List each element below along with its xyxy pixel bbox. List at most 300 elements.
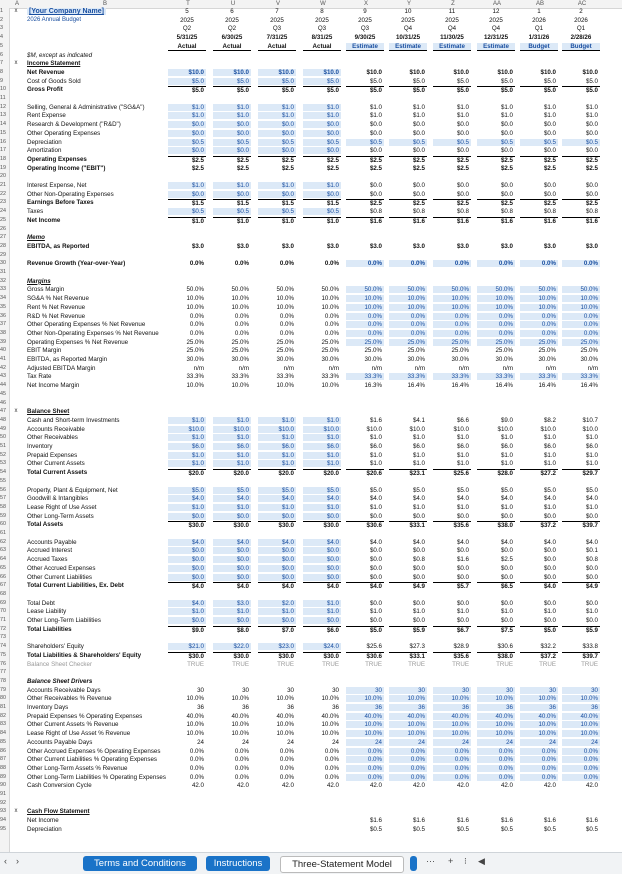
- value-cell[interactable]: $1.6: [369, 416, 382, 424]
- value-cell[interactable]: 30.0%: [231, 356, 249, 363]
- value-cell[interactable]: $0.0: [456, 129, 469, 137]
- value-cell[interactable]: $1.0: [213, 434, 251, 441]
- value-cell[interactable]: 25.0%: [346, 339, 384, 346]
- value-cell[interactable]: $0.0: [258, 130, 296, 137]
- value-cell[interactable]: $4.0: [520, 582, 558, 590]
- value-cell[interactable]: $1.0: [543, 460, 556, 468]
- value-cell[interactable]: 0.0%: [433, 330, 471, 337]
- column-header-t[interactable]: T: [186, 1, 190, 7]
- value-cell[interactable]: $1.0: [585, 112, 598, 120]
- value-cell[interactable]: 30: [562, 687, 600, 694]
- value-cell[interactable]: TRUE: [322, 660, 339, 668]
- value-cell[interactable]: $4.0: [500, 538, 513, 546]
- value-cell[interactable]: $0.0: [369, 564, 382, 572]
- value-cell[interactable]: 0.0%: [433, 313, 471, 320]
- value-cell[interactable]: 0.0%: [189, 756, 204, 764]
- value-cell[interactable]: $1.0: [213, 460, 251, 467]
- add-sheet-icon[interactable]: +: [448, 856, 454, 866]
- value-cell[interactable]: 0.0%: [520, 313, 558, 320]
- value-cell[interactable]: $0.0: [543, 573, 556, 581]
- value-cell[interactable]: $0.0: [585, 182, 598, 189]
- value-cell[interactable]: $0.5: [168, 208, 206, 215]
- value-cell[interactable]: $1.0: [500, 112, 513, 120]
- value-cell[interactable]: $0.0: [369, 547, 382, 555]
- value-cell[interactable]: $30.0: [303, 521, 341, 529]
- value-cell[interactable]: $1.0: [168, 217, 206, 225]
- value-cell[interactable]: 42.0: [236, 782, 249, 790]
- value-cell[interactable]: $1.6: [369, 817, 382, 825]
- value-cell[interactable]: $0.0: [369, 573, 382, 581]
- column-header-ac[interactable]: AC: [577, 1, 587, 7]
- value-cell[interactable]: $20.0: [303, 469, 341, 477]
- value-cell[interactable]: n/m: [587, 364, 598, 372]
- value-cell[interactable]: 42.0: [543, 782, 556, 790]
- column-header-b[interactable]: B: [102, 1, 107, 7]
- value-cell[interactable]: 30.0%: [186, 356, 204, 363]
- value-cell[interactable]: $2.5: [500, 164, 513, 172]
- value-cell[interactable]: $1.0: [303, 417, 341, 424]
- value-cell[interactable]: $5.0: [168, 78, 206, 85]
- tab-terms-and-conditions[interactable]: Terms and Conditions: [83, 856, 197, 871]
- value-cell[interactable]: 50.0%: [276, 286, 294, 294]
- value-cell[interactable]: $10.0: [258, 426, 296, 433]
- value-cell[interactable]: $37.2: [520, 521, 558, 529]
- value-cell[interactable]: $0.0: [369, 121, 382, 129]
- value-cell[interactable]: 0.0%: [433, 321, 471, 328]
- value-cell[interactable]: 0.0%: [346, 774, 384, 781]
- value-cell[interactable]: $1.0: [412, 460, 425, 468]
- value-cell[interactable]: $0.0: [258, 147, 296, 154]
- value-cell[interactable]: $1.0: [258, 104, 296, 111]
- value-cell[interactable]: $2.5: [562, 156, 600, 164]
- value-cell[interactable]: $1.0: [213, 104, 251, 111]
- value-cell[interactable]: $0.0: [369, 599, 382, 607]
- value-cell[interactable]: $5.7: [433, 582, 471, 590]
- value-cell[interactable]: $30.6: [497, 643, 513, 651]
- value-cell[interactable]: 10.0%: [520, 730, 558, 737]
- value-cell[interactable]: $0.0: [258, 556, 296, 563]
- value-cell[interactable]: 10.0%: [477, 730, 515, 737]
- value-cell[interactable]: $1.0: [456, 434, 469, 442]
- value-cell[interactable]: 30: [520, 687, 558, 694]
- company-subtitle[interactable]: 2026 Annual Budget: [27, 16, 82, 23]
- value-cell[interactable]: 42.0: [326, 782, 339, 790]
- value-cell[interactable]: $0.0: [412, 599, 425, 607]
- value-cell[interactable]: $2.5: [236, 164, 249, 172]
- value-cell[interactable]: $6.7: [433, 626, 471, 634]
- value-cell[interactable]: 10.0%: [276, 730, 294, 738]
- value-cell[interactable]: $0.0: [258, 121, 296, 128]
- value-cell[interactable]: $5.0: [168, 86, 206, 94]
- value-cell[interactable]: 10.0%: [433, 304, 471, 311]
- value-cell[interactable]: $0.0: [500, 182, 513, 189]
- value-cell[interactable]: $1.0: [369, 434, 382, 442]
- value-cell[interactable]: $0.0: [412, 121, 425, 129]
- value-cell[interactable]: $0.8: [585, 208, 598, 216]
- value-cell[interactable]: 25.0%: [321, 347, 339, 355]
- value-cell[interactable]: $5.0: [412, 486, 425, 494]
- value-cell[interactable]: 10.0%: [276, 721, 294, 729]
- value-cell[interactable]: $0.0: [213, 191, 251, 198]
- value-cell[interactable]: $1.0: [412, 608, 425, 616]
- value-cell[interactable]: $6.0: [543, 443, 556, 450]
- value-cell[interactable]: $0.0: [500, 121, 513, 129]
- value-cell[interactable]: $1.5: [303, 199, 341, 207]
- value-cell[interactable]: $3.0: [456, 242, 469, 250]
- value-cell[interactable]: $1.0: [258, 504, 296, 511]
- value-cell[interactable]: $10.0: [213, 426, 251, 433]
- value-cell[interactable]: $0.0: [585, 573, 598, 581]
- value-cell[interactable]: 16.4%: [451, 382, 469, 390]
- value-cell[interactable]: $4.0: [213, 495, 251, 502]
- value-cell[interactable]: 10.0%: [346, 721, 384, 728]
- value-cell[interactable]: $0.0: [500, 190, 513, 198]
- value-cell[interactable]: 24: [389, 739, 427, 746]
- value-cell[interactable]: $1.0: [258, 417, 296, 424]
- value-cell[interactable]: 0.0%: [324, 260, 339, 268]
- value-cell[interactable]: $1.0: [168, 417, 206, 424]
- value-cell[interactable]: 0.0%: [433, 774, 471, 781]
- value-cell[interactable]: 50.0%: [520, 286, 558, 293]
- sheet-options-icon[interactable]: ⁝: [464, 856, 467, 866]
- value-cell[interactable]: 24: [332, 738, 339, 746]
- value-cell[interactable]: $5.0: [303, 86, 341, 94]
- value-cell[interactable]: $0.0: [213, 556, 251, 563]
- value-cell[interactable]: 25.0%: [433, 339, 471, 346]
- value-cell[interactable]: 40.0%: [562, 713, 600, 720]
- value-cell[interactable]: $1.0: [585, 460, 598, 468]
- value-cell[interactable]: $1.6: [389, 217, 427, 225]
- value-cell[interactable]: $6.0: [585, 443, 598, 450]
- value-cell[interactable]: 24: [346, 739, 384, 746]
- value-cell[interactable]: $4.0: [168, 495, 206, 502]
- value-cell[interactable]: $0.0: [168, 147, 206, 154]
- value-cell[interactable]: 0.0%: [279, 764, 294, 772]
- value-cell[interactable]: 25.0%: [562, 339, 600, 346]
- value-cell[interactable]: 25.0%: [231, 338, 249, 346]
- value-cell[interactable]: $22.0: [213, 643, 251, 650]
- value-cell[interactable]: $4.0: [168, 582, 206, 590]
- value-cell[interactable]: $0.0: [168, 617, 206, 624]
- scroll-left-icon[interactable]: ‹: [4, 856, 7, 866]
- value-cell[interactable]: $0.5: [258, 208, 296, 215]
- value-cell[interactable]: $5.0: [369, 77, 382, 85]
- value-cell[interactable]: 25.0%: [276, 347, 294, 355]
- value-cell[interactable]: 10.0%: [433, 695, 471, 702]
- value-cell[interactable]: $0.0: [258, 617, 296, 624]
- value-cell[interactable]: $1.0: [412, 103, 425, 111]
- value-cell[interactable]: $5.0: [258, 78, 296, 85]
- value-cell[interactable]: n/m: [238, 364, 249, 372]
- value-cell[interactable]: 33.3%: [433, 373, 471, 380]
- value-cell[interactable]: 30: [287, 686, 294, 694]
- value-cell[interactable]: 50.0%: [477, 286, 515, 293]
- value-cell[interactable]: $2.5: [326, 164, 339, 172]
- value-cell[interactable]: $4.0: [303, 539, 341, 546]
- value-cell[interactable]: $10.0: [582, 68, 598, 76]
- value-cell[interactable]: 0.0%: [389, 765, 427, 772]
- value-cell[interactable]: $0.0: [500, 129, 513, 137]
- value-cell[interactable]: $9.0: [500, 416, 513, 424]
- value-cell[interactable]: $0.0: [585, 617, 598, 624]
- value-cell[interactable]: $1.0: [456, 451, 469, 459]
- value-cell[interactable]: $5.9: [562, 626, 600, 634]
- value-cell[interactable]: 30.0%: [276, 356, 294, 363]
- value-cell[interactable]: $0.0: [303, 513, 341, 520]
- value-cell[interactable]: 0.0%: [433, 260, 471, 267]
- value-cell[interactable]: $0.0: [369, 129, 382, 137]
- value-cell[interactable]: $1.0: [456, 103, 469, 111]
- value-cell[interactable]: 25.0%: [520, 339, 558, 346]
- value-cell[interactable]: 0.0%: [234, 747, 249, 755]
- value-cell[interactable]: $10.0: [366, 68, 382, 76]
- value-cell[interactable]: 25.0%: [276, 338, 294, 346]
- value-cell[interactable]: 10.0%: [477, 295, 515, 302]
- value-cell[interactable]: $20.0: [213, 469, 251, 477]
- value-cell[interactable]: $1.0: [500, 434, 513, 442]
- value-cell[interactable]: $1.0: [585, 103, 598, 111]
- value-cell[interactable]: $10.0: [258, 69, 296, 76]
- value-cell[interactable]: 36: [332, 704, 339, 711]
- value-cell[interactable]: $1.0: [500, 503, 513, 511]
- value-cell[interactable]: $0.0: [500, 547, 513, 555]
- value-cell[interactable]: 36: [197, 704, 204, 711]
- value-cell[interactable]: $35.6: [433, 652, 471, 660]
- value-cell[interactable]: $0.5: [258, 139, 296, 146]
- value-cell[interactable]: $1.0: [168, 608, 206, 615]
- value-cell[interactable]: TRUE: [277, 660, 294, 668]
- value-cell[interactable]: $0.0: [258, 547, 296, 554]
- value-cell[interactable]: 36: [242, 704, 249, 711]
- column-header-z[interactable]: Z: [451, 1, 455, 7]
- value-cell[interactable]: 0.0%: [324, 312, 339, 320]
- value-cell[interactable]: $1.6: [562, 217, 600, 225]
- value-cell[interactable]: $5.0: [258, 86, 296, 94]
- value-cell[interactable]: $0.0: [585, 190, 598, 198]
- value-cell[interactable]: $1.6: [346, 217, 384, 225]
- value-cell[interactable]: $1.0: [303, 434, 341, 441]
- value-cell[interactable]: $0.0: [585, 129, 598, 137]
- value-cell[interactable]: $2.5: [281, 164, 294, 172]
- value-cell[interactable]: 10.0%: [231, 721, 249, 729]
- collapse-marker[interactable]: x: [14, 408, 18, 415]
- value-cell[interactable]: n/m: [414, 364, 425, 372]
- value-cell[interactable]: 10.0%: [562, 295, 600, 302]
- value-cell[interactable]: 10.0%: [321, 730, 339, 738]
- value-cell[interactable]: 42.0: [369, 782, 382, 790]
- value-cell[interactable]: $1.0: [543, 608, 556, 616]
- value-cell[interactable]: 25.0%: [477, 339, 515, 346]
- value-cell[interactable]: 33.3%: [186, 373, 204, 381]
- value-cell[interactable]: 10.0%: [389, 695, 427, 702]
- value-cell[interactable]: $0.0: [412, 190, 425, 198]
- value-cell[interactable]: $0.0: [585, 599, 598, 607]
- value-cell[interactable]: $0.0: [258, 565, 296, 572]
- value-cell[interactable]: $1.0: [369, 503, 382, 511]
- value-cell[interactable]: $33.1: [389, 652, 427, 660]
- value-cell[interactable]: $33.8: [582, 643, 598, 651]
- value-cell[interactable]: $5.0: [520, 86, 558, 94]
- value-cell[interactable]: $8.0: [213, 626, 251, 634]
- value-cell[interactable]: 0.0%: [324, 329, 339, 337]
- value-cell[interactable]: $0.8: [369, 208, 382, 216]
- value-cell[interactable]: 25.0%: [321, 338, 339, 346]
- value-cell[interactable]: 0.0%: [324, 747, 339, 755]
- value-cell[interactable]: $8.2: [543, 416, 556, 424]
- value-cell[interactable]: 36: [389, 704, 427, 711]
- value-cell[interactable]: 0.0%: [279, 329, 294, 337]
- value-cell[interactable]: $1.0: [369, 103, 382, 111]
- value-cell[interactable]: $5.0: [346, 86, 384, 94]
- value-cell[interactable]: $0.0: [500, 599, 513, 607]
- value-cell[interactable]: $1.0: [303, 504, 341, 511]
- value-cell[interactable]: $5.0: [585, 486, 598, 494]
- value-cell[interactable]: $10.0: [409, 425, 425, 433]
- value-cell[interactable]: $2.5: [456, 164, 469, 172]
- value-cell[interactable]: 10.0%: [186, 730, 204, 738]
- value-cell[interactable]: $1.0: [213, 417, 251, 424]
- scroll-right-icon[interactable]: ›: [16, 856, 19, 866]
- value-cell[interactable]: $5.0: [213, 487, 251, 494]
- value-cell[interactable]: 10.0%: [186, 695, 204, 703]
- value-cell[interactable]: $1.0: [168, 460, 206, 467]
- value-cell[interactable]: $3.0: [543, 242, 556, 250]
- value-cell[interactable]: $25.6: [366, 643, 382, 651]
- value-cell[interactable]: 10.0%: [520, 304, 558, 311]
- value-cell[interactable]: $0.5: [389, 139, 427, 146]
- value-cell[interactable]: $0.0: [456, 564, 469, 572]
- value-cell[interactable]: 25.0%: [364, 347, 382, 355]
- value-cell[interactable]: 30.0%: [451, 356, 469, 363]
- value-cell[interactable]: $0.0: [543, 182, 556, 189]
- value-cell[interactable]: $6.0: [213, 443, 251, 450]
- value-cell[interactable]: $1.0: [543, 503, 556, 511]
- value-cell[interactable]: $5.0: [369, 486, 382, 494]
- value-cell[interactable]: $0.0: [369, 512, 382, 520]
- value-cell[interactable]: $0.0: [500, 147, 513, 155]
- value-cell[interactable]: $0.5: [543, 825, 556, 833]
- value-cell[interactable]: n/m: [283, 364, 294, 372]
- value-cell[interactable]: 50.0%: [186, 286, 204, 294]
- value-cell[interactable]: $1.0: [369, 460, 382, 468]
- value-cell[interactable]: 10.0%: [276, 382, 294, 390]
- value-cell[interactable]: $5.0: [543, 486, 556, 494]
- value-cell[interactable]: $0.0: [213, 547, 251, 554]
- value-cell[interactable]: 0.0%: [562, 774, 600, 781]
- value-cell[interactable]: $1.0: [500, 460, 513, 468]
- value-cell[interactable]: $0.0: [500, 564, 513, 572]
- value-cell[interactable]: $4.0: [456, 495, 469, 503]
- value-cell[interactable]: 30: [433, 687, 471, 694]
- value-cell[interactable]: $30.0: [213, 652, 251, 660]
- value-cell[interactable]: $0.0: [168, 556, 206, 563]
- value-cell[interactable]: $0.5: [369, 825, 382, 833]
- value-cell[interactable]: $0.5: [456, 825, 469, 833]
- value-cell[interactable]: 10.0%: [562, 730, 600, 737]
- value-cell[interactable]: $0.0: [456, 121, 469, 129]
- value-cell[interactable]: 0.0%: [234, 756, 249, 764]
- value-cell[interactable]: $1.5: [258, 199, 296, 207]
- value-cell[interactable]: 16.4%: [580, 382, 598, 390]
- value-cell[interactable]: $28.0: [477, 469, 515, 477]
- value-cell[interactable]: $5.0: [500, 77, 513, 85]
- value-cell[interactable]: $5.0: [585, 77, 598, 85]
- value-cell[interactable]: $3.0: [213, 600, 251, 607]
- value-cell[interactable]: $1.0: [168, 504, 206, 511]
- value-cell[interactable]: $7.5: [477, 626, 515, 634]
- value-cell[interactable]: $0.0: [456, 599, 469, 607]
- value-cell[interactable]: 10.0%: [477, 695, 515, 702]
- value-cell[interactable]: n/m: [545, 364, 556, 372]
- value-cell[interactable]: 0.0%: [562, 748, 600, 755]
- value-cell[interactable]: $20.0: [258, 469, 296, 477]
- value-cell[interactable]: $4.1: [412, 416, 425, 424]
- value-cell[interactable]: 10.0%: [433, 295, 471, 302]
- value-cell[interactable]: $0.0: [369, 182, 382, 189]
- value-cell[interactable]: $2.5: [412, 164, 425, 172]
- value-cell[interactable]: $0.0: [168, 547, 206, 554]
- value-cell[interactable]: $4.0: [303, 582, 341, 590]
- value-cell[interactable]: 36: [433, 704, 471, 711]
- value-cell[interactable]: 0.0%: [520, 756, 558, 763]
- value-cell[interactable]: 0.0%: [433, 748, 471, 755]
- value-cell[interactable]: $0.0: [168, 513, 206, 520]
- value-cell[interactable]: $0.5: [562, 139, 600, 146]
- value-cell[interactable]: 0.0%: [234, 329, 249, 337]
- value-cell[interactable]: 0.0%: [189, 260, 204, 268]
- value-cell[interactable]: $6.0: [258, 443, 296, 450]
- value-cell[interactable]: $5.0: [213, 86, 251, 94]
- value-cell[interactable]: 10.0%: [520, 295, 558, 302]
- value-cell[interactable]: TRUE: [539, 660, 556, 668]
- value-cell[interactable]: $1.0: [213, 608, 251, 615]
- value-cell[interactable]: $0.0: [585, 147, 598, 155]
- value-cell[interactable]: $5.0: [562, 86, 600, 94]
- value-cell[interactable]: $35.6: [433, 521, 471, 529]
- value-cell[interactable]: $0.0: [369, 147, 382, 155]
- value-cell[interactable]: $6.5: [477, 582, 515, 590]
- value-cell[interactable]: TRUE: [365, 660, 382, 668]
- value-cell[interactable]: $0.5: [412, 825, 425, 833]
- value-cell[interactable]: $0.0: [585, 512, 598, 520]
- value-cell[interactable]: 30.0%: [538, 356, 556, 363]
- value-cell[interactable]: $4.0: [412, 538, 425, 546]
- value-cell[interactable]: 25.0%: [580, 347, 598, 355]
- value-cell[interactable]: $5.0: [500, 486, 513, 494]
- value-cell[interactable]: 0.0%: [477, 321, 515, 328]
- value-cell[interactable]: $6.0: [500, 443, 513, 450]
- value-cell[interactable]: $2.5: [520, 156, 558, 164]
- column-header-aa[interactable]: AA: [492, 1, 501, 7]
- value-cell[interactable]: $0.0: [500, 617, 513, 624]
- value-cell[interactable]: $0.0: [168, 565, 206, 572]
- value-cell[interactable]: $0.0: [213, 513, 251, 520]
- value-cell[interactable]: $0.5: [303, 208, 341, 215]
- value-cell[interactable]: $1.6: [412, 817, 425, 825]
- value-cell[interactable]: $0.5: [477, 139, 515, 146]
- value-cell[interactable]: $4.9: [389, 582, 427, 590]
- value-cell[interactable]: $1.0: [258, 112, 296, 119]
- value-cell[interactable]: $1.0: [168, 452, 206, 459]
- value-cell[interactable]: 10.0%: [389, 730, 427, 737]
- value-cell[interactable]: $10.0: [497, 425, 513, 433]
- value-cell[interactable]: $1.0: [369, 112, 382, 120]
- value-cell[interactable]: $0.0: [258, 191, 296, 198]
- value-cell[interactable]: $3.0: [281, 242, 294, 250]
- value-cell[interactable]: $3.0: [326, 242, 339, 250]
- value-cell[interactable]: $0.8: [412, 556, 425, 564]
- value-cell[interactable]: 50.0%: [562, 286, 600, 293]
